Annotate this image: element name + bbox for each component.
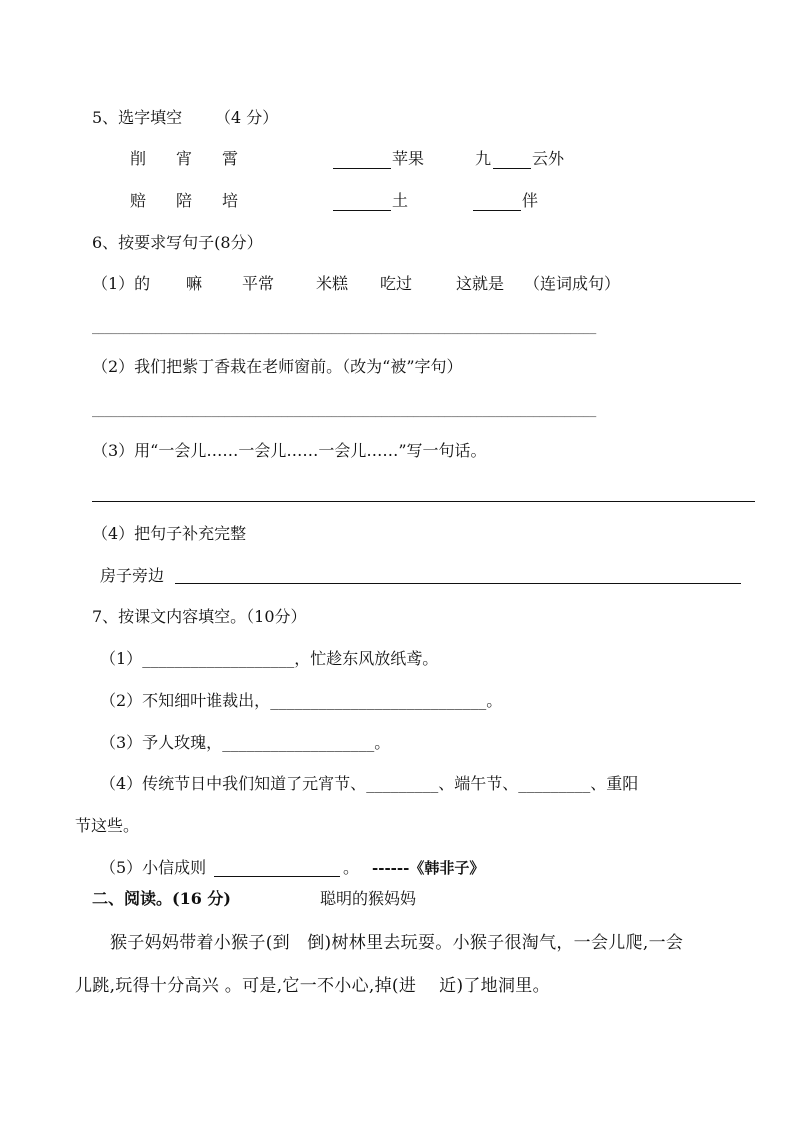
q5-row1-char-3: 霄 <box>222 149 239 168</box>
q7-item-2-label: （2）不知细叶谁裁出， <box>100 691 271 710</box>
q5-row1-word-1: 苹果 <box>392 149 425 168</box>
q7-item-4 <box>100 774 638 794</box>
q6-s1-word-5: 这就是 <box>456 274 505 293</box>
q6-s1-word-4: 吃过 <box>380 274 413 293</box>
q5-row1-blank-2[interactable] <box>493 150 531 169</box>
q6-s2-answer-line[interactable]: ________________________________________________________________________________ <box>92 403 597 418</box>
q5-score: （4 分） <box>215 108 279 127</box>
q6-s4: （4）把句子补充完整 <box>92 524 247 543</box>
q5-row2-word-1: 土 <box>392 191 409 210</box>
q5-row2-blank-2[interactable] <box>473 192 521 211</box>
q6-s4-answer-line[interactable] <box>175 582 741 584</box>
q5-row2-word-2: 伴 <box>522 191 539 210</box>
q7-item-4-blank-1[interactable]: _________ <box>366 774 439 793</box>
q6-s3: （3）用“一会儿……一会儿……一会儿……”写一句话。 <box>92 441 487 460</box>
q7-item-1-blank[interactable]: ___________________ <box>142 649 295 668</box>
q5-row1-blank-1[interactable] <box>333 150 391 169</box>
q7-item-4-text-b: 、端午节、 <box>438 774 519 793</box>
q5-row1-char-1: 削 <box>130 149 147 168</box>
q7-item-3 <box>100 733 390 753</box>
reading-passage-title: 聪明的猴妈妈 <box>320 889 417 908</box>
q5-row2-char-3: 培 <box>222 191 239 210</box>
q7-item-4-text-a: （4）传统节日中我们知道了元宵节、 <box>100 774 367 793</box>
q7-item-3-blank[interactable]: ___________________ <box>222 733 375 752</box>
q6-s1-label: （1）的 <box>92 274 151 293</box>
q7-item-3-text: 。 <box>374 733 391 752</box>
q7-item-5-end: 。 <box>343 858 360 877</box>
reading-line-2: 儿跳,玩得十分高兴 。可是,它一不小心,掉(进 近)了地洞里。 <box>75 976 550 996</box>
reading-section-title: 二、阅读。(16 分) <box>92 889 231 908</box>
q6-title: 6、按要求写句子(8分） <box>92 233 263 252</box>
q7-item-2-text: 。 <box>486 691 503 710</box>
q7-item-5-label: （5）小信成则 <box>100 858 207 877</box>
q7-item-5-source: ------《韩非子》 <box>372 859 485 877</box>
q6-s1-word-3: 米糕 <box>316 274 349 293</box>
q7-item-4-text-c: 、重阳 <box>590 774 639 793</box>
q5-row2-blank-1[interactable] <box>333 192 391 211</box>
q6-s4-prefix: 房子旁边 <box>100 566 165 585</box>
reading-line-1: 猴子妈妈带着小猴子(到 倒)树林里去玩耍。小猴子很淘气，一会儿爬,一会 <box>110 933 684 953</box>
q5-row2-char-1: 赔 <box>130 191 147 210</box>
q6-s2: （2）我们把紫丁香栽在老师窗前。（改为“被”字句） <box>92 357 463 376</box>
q5-row2-char-2: 陪 <box>176 191 193 210</box>
q7-item-1-text: ，忙趁东风放纸鸢。 <box>294 649 439 668</box>
q7-item-2-blank[interactable]: ___________________________ <box>270 691 487 710</box>
q7-title: 7、按课文内容填空。（10分） <box>92 607 307 626</box>
q5-title: 5、选字填空 <box>92 108 183 127</box>
q5-row1-char-2: 宵 <box>176 149 193 168</box>
q6-s1-answer-line[interactable]: ________________________________________________________________________________ <box>92 320 597 335</box>
q6-s3-answer-line[interactable] <box>92 500 755 502</box>
q5-row1-word-2: 云外 <box>532 149 565 168</box>
q7-item-4-blank-2[interactable]: _________ <box>518 774 591 793</box>
q7-item-5-blank[interactable] <box>214 875 340 877</box>
q7-item-2 <box>100 691 502 711</box>
q7-item-1-label: （1） <box>100 649 143 668</box>
q7-item-1 <box>100 649 438 669</box>
q7-item-3-label: （3）予人玫瑰， <box>100 733 223 752</box>
q6-s1-word-1: 嘛 <box>186 274 203 293</box>
q5-row1-prefix-2: 九 <box>475 149 492 168</box>
q7-item-4-cont: 节这些。 <box>75 816 140 835</box>
q6-s1-word-2: 平常 <box>242 274 275 293</box>
q6-s1-hint: （连词成句） <box>524 274 621 293</box>
